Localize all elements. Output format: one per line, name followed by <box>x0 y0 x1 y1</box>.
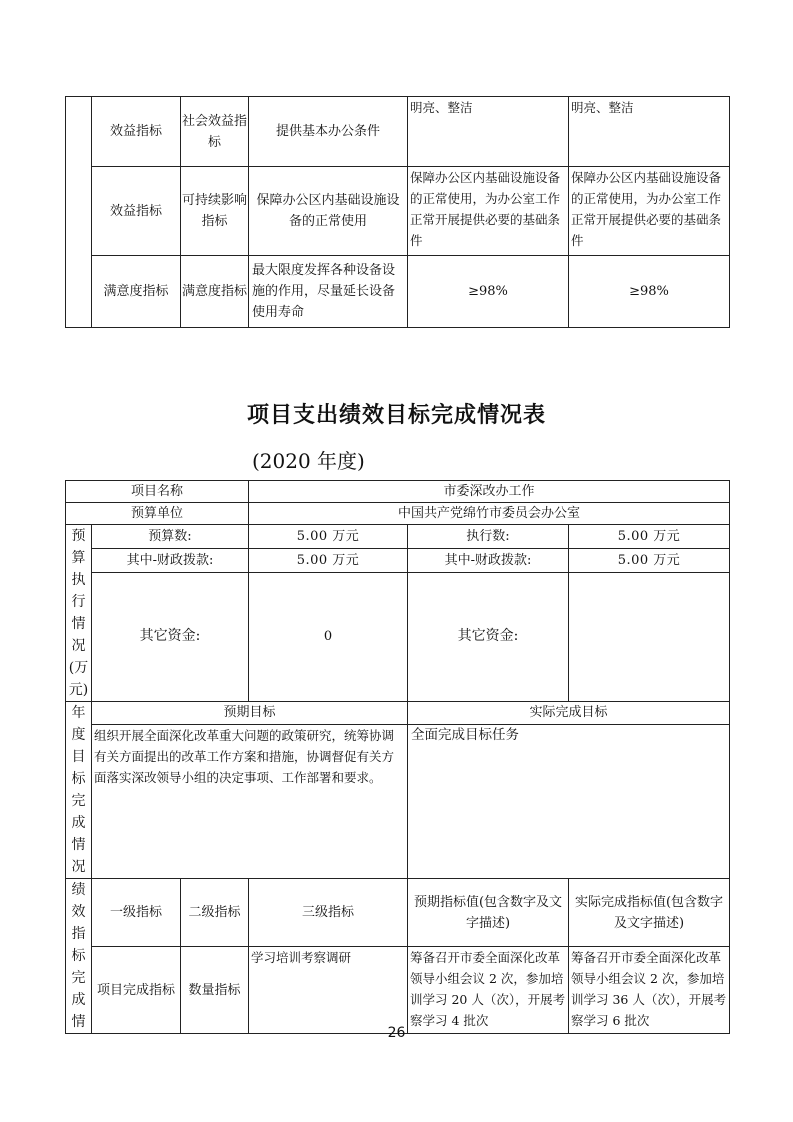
indicator-level3: 保障办公区内基础设施设备的正常使用 <box>249 167 408 256</box>
exec-value: 5.00 万元 <box>569 525 730 549</box>
page-title: 项目支出绩效目标完成情况表 <box>246 402 546 428</box>
budget-value: 5.00 万元 <box>249 525 408 549</box>
indicator-actual: ≥98% <box>569 256 730 328</box>
row-level1: 项目完成指标 <box>92 947 181 1034</box>
page-number: 26 <box>387 1025 406 1041</box>
indicator-actual: 明亮、整洁 <box>569 97 730 167</box>
budget-exec-label: 预算执行情况(万元) <box>66 525 92 702</box>
indicator-planned: 保障办公区内基础设施设备的正常使用，为办公室工作正常开展提供必要的基础条件 <box>408 167 569 256</box>
indicator-level1: 效益指标 <box>92 97 181 167</box>
other-funds-value: 0 <box>249 572 408 701</box>
fiscal-value: 5.00 万元 <box>249 548 408 572</box>
indicator-level2: 可持续影响指标 <box>181 167 249 256</box>
header-level1: 一级指标 <box>92 879 181 947</box>
indicator-level3: 提供基本办公条件 <box>249 97 408 167</box>
continued-left-cell <box>66 97 92 328</box>
indicator-level1: 满意度指标 <box>92 256 181 328</box>
other-funds-label: 其它资金: <box>92 572 249 701</box>
header-planned: 预期指标值(包含数字及文字描述) <box>408 879 569 947</box>
header-level2: 二级指标 <box>181 879 249 947</box>
header-actual: 实际完成指标值(包含数字及文字描述) <box>569 879 730 947</box>
expected-goal-header: 预期目标 <box>92 702 408 725</box>
performance-table <box>65 480 730 1034</box>
expected-goal-text: 组织开展全面深化改革重大问题的政策研究，统筹协调有关方面提出的改革工作方案和措施，协调督促有关方面落实深改领导小组的决定事项、工作部署和要求。 <box>92 724 408 878</box>
other-funds-label: 其它资金: <box>408 572 569 701</box>
indicator-level1: 效益指标 <box>92 167 181 256</box>
fiscal-label: 其中-财政拨款: <box>92 548 249 572</box>
exec-label: 执行数: <box>408 525 569 549</box>
actual-goal-header: 实际完成目标 <box>408 702 730 725</box>
budget-label: 预算数: <box>92 525 249 549</box>
indicator-planned: ≥98% <box>408 256 569 328</box>
project-name-label: 项目名称 <box>66 481 249 503</box>
indicator-actual: 保障办公区内基础设施设备的正常使用，为办公室工作正常开展提供必要的基础条件 <box>569 167 730 256</box>
actual-goal-text: 全面完成目标任务 <box>408 724 730 878</box>
row-planned: 筹备召开市委全面深化改革领导小组会议 2 次，参加培训学习 20 人（次），开展考察学习 4 批次 <box>408 947 569 1034</box>
year-subtitle: (2020 年度) <box>252 449 365 473</box>
annual-goal-label: 年度目标完成情况 <box>66 702 92 879</box>
indicator-level3: 最大限度发挥各种设备设施的作用，尽量延长设备使用寿命 <box>249 256 408 328</box>
budget-unit-label: 预算单位 <box>66 503 249 525</box>
perf-indicator-label: 绩效指标完成情 <box>66 879 92 1034</box>
header-level3: 三级指标 <box>249 879 408 947</box>
row-actual: 筹备召开市委全面深化改革领导小组会议 2 次，参加培训学习 36 人（次），开展考察学习 6 批次 <box>569 947 730 1034</box>
budget-unit-value: 中国共产党绵竹市委员会办公室 <box>249 503 730 525</box>
indicator-level2: 满意度指标 <box>181 256 249 328</box>
other-funds-value <box>569 572 730 701</box>
row-level3: 学习培训考察调研 <box>249 947 408 1034</box>
fiscal-label: 其中-财政拨款: <box>408 548 569 572</box>
indicator-planned: 明亮、整洁 <box>408 97 569 167</box>
project-name-value: 市委深改办工作 <box>249 481 730 503</box>
continued-indicator-table <box>65 96 730 328</box>
indicator-level2: 社会效益指标 <box>181 97 249 167</box>
row-level2: 数量指标 <box>181 947 249 1034</box>
fiscal-value: 5.00 万元 <box>569 548 730 572</box>
